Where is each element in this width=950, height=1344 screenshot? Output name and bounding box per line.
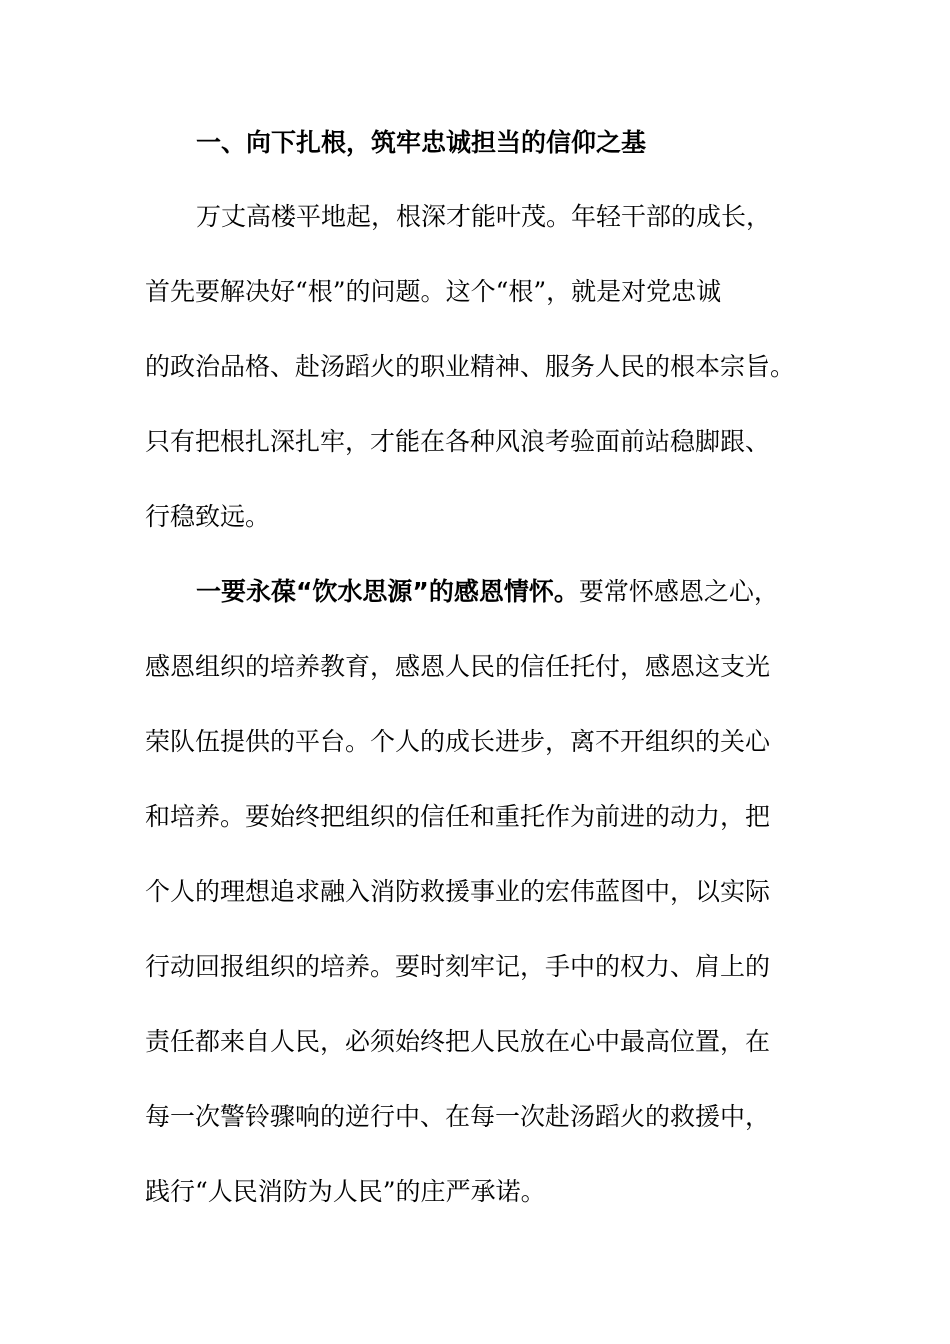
paragraph-line: 行动回报组织的培养。要时刻牢记，手中的权力、肩上的 bbox=[145, 952, 771, 981]
paragraph-line: 践行“人民消防为人民”的庄严承诺。 bbox=[145, 1177, 546, 1206]
paragraph-line: 万丈高楼平地起，根深才能叶茂。年轻干部的成长， bbox=[196, 202, 772, 231]
paragraph-first-line bbox=[196, 577, 779, 607]
paragraph-lead-bold: 一要永葆“饮水思源”的感恩情怀。 bbox=[196, 577, 579, 606]
paragraph-line: 的政治品格、赴汤蹈火的职业精神、服务人民的根本宗旨。 bbox=[145, 352, 796, 381]
paragraph-line: 荣队伍提供的平台。个人的成长进步，离不开组织的关心 bbox=[145, 727, 771, 756]
section-heading: 一、向下扎根，筑牢忠诚担当的信仰之基 bbox=[196, 128, 647, 157]
paragraph-line: 每一次警铃骤响的逆行中、在每一次赴汤蹈火的救援中， bbox=[145, 1102, 771, 1131]
paragraph-line: 只有把根扎深扎牢，才能在各种风浪考验面前站稳脚跟、 bbox=[145, 427, 771, 456]
paragraph-line: 首先要解决好“根”的问题。这个“根”，就是对党忠诚 bbox=[145, 277, 722, 306]
paragraph-line: 个人的理想追求融入消防救援事业的宏伟蓝图中，以实际 bbox=[145, 877, 771, 906]
paragraph-lead-rest: 要常怀感恩之心， bbox=[578, 577, 779, 606]
paragraph-line: 行稳致远。 bbox=[145, 502, 271, 531]
paragraph-line: 责任都来自人民，必须始终把人民放在心中最高位置，在 bbox=[145, 1027, 771, 1056]
paragraph-line: 感恩组织的培养教育，感恩人民的信任托付，感恩这支光 bbox=[145, 652, 771, 681]
paragraph-line: 和培养。要始终把组织的信任和重托作为前进的动力，把 bbox=[145, 802, 771, 831]
